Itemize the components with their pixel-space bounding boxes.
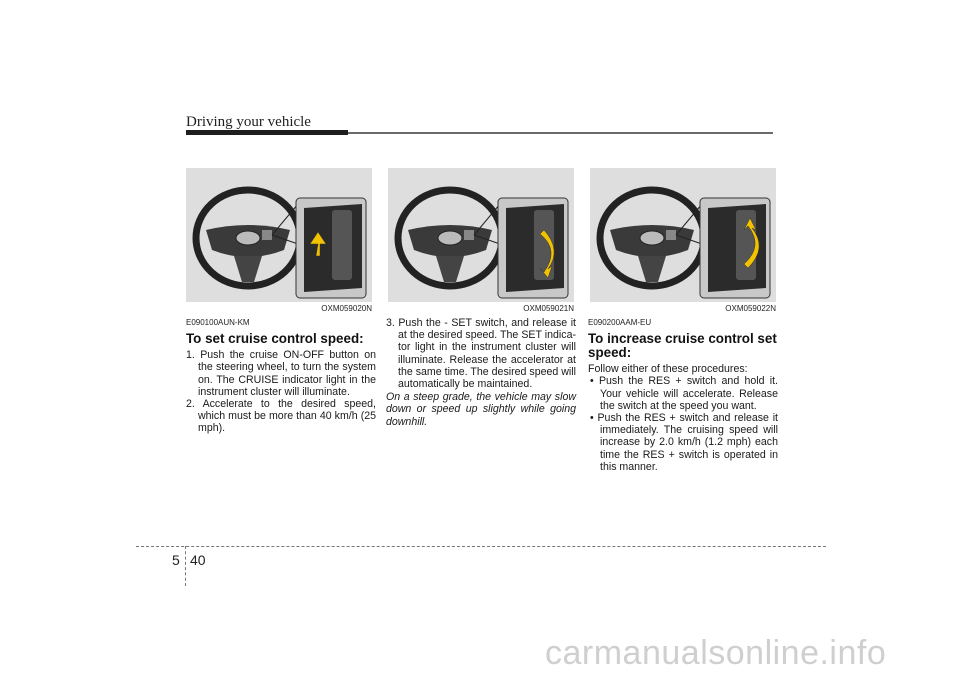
footer-vertical-rule: [185, 546, 186, 586]
section-code: E090200AAM-EU: [588, 318, 652, 327]
steering-wheel-illustration: [186, 168, 372, 302]
column-set-speed: [186, 317, 376, 435]
figure-code: OXM059022N: [725, 304, 776, 313]
steering-wheel-illustration: [590, 168, 776, 302]
bullet-item: • Push the RES + switch and hold it. Your vehicle will accelerate. Release the switch at the speed you want.: [590, 375, 778, 412]
section-code: E090100AUN-KM: [186, 318, 250, 327]
intro-text: Follow either of these procedures:: [588, 363, 748, 376]
watermark: carmanualsonline.info: [545, 634, 887, 672]
figure-steering-wheel-set: [388, 168, 574, 302]
section-title: Driving your vehicle: [186, 114, 311, 130]
section-heading: To increase cruise control set speed:: [588, 331, 777, 361]
header-rule-accent: [186, 130, 348, 135]
bullet-item: • Push the RES + switch and release it immediately. The cruising speed will increase by 2.0 km/h (1.2 mph) each time the RES + switch is operated in this manner.: [590, 412, 778, 473]
step-item: 1. Push the cruise ON-OFF button on the steering wheel, to turn the system on. The CRUISE indicator light in the instrument cluster will illuminate.: [186, 349, 376, 398]
note-text: On a steep grade, the vehicle may slow down or speed up slightly while going downhill.: [386, 391, 576, 428]
figure-steering-wheel-on-off: [186, 168, 372, 302]
figure-steering-wheel-res: [590, 168, 776, 302]
steering-wheel-illustration: [388, 168, 574, 302]
figure-code: OXM059020N: [321, 304, 372, 313]
footer-rule: [136, 546, 826, 547]
step-item: 3. Push the - SET switch, and release it at the desired speed. The SET indica-tor light in the instrument cluster will illuminate. Release the accelerator at the same time. The desired speed will automatically be maintained.: [386, 317, 576, 391]
column-increase-speed: [588, 317, 778, 473]
column-set-switch: [386, 317, 576, 428]
figure-code: OXM059021N: [523, 304, 574, 313]
step-item: 2. Accelerate to the desired speed, which must be more than 40 km/h (25 mph).: [186, 398, 376, 435]
page-number: 40: [190, 552, 206, 568]
chapter-number: 5: [172, 552, 180, 568]
section-heading: To set cruise control speed:: [186, 331, 364, 347]
